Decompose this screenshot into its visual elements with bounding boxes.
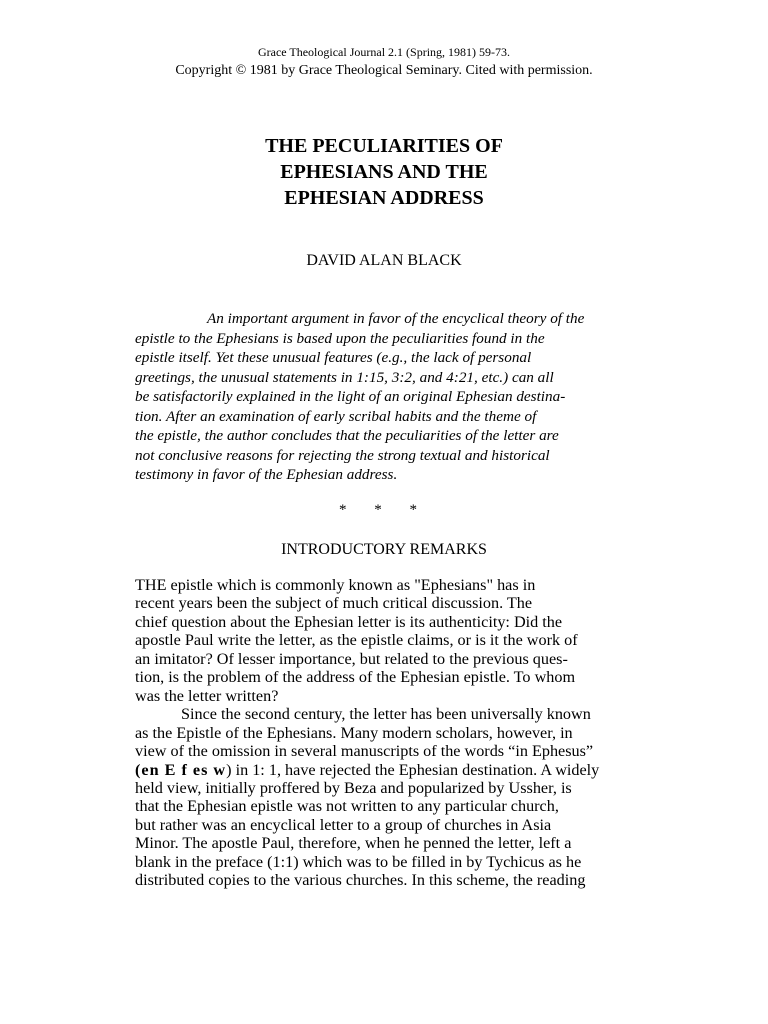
author-name: DAVID ALAN BLACK	[306, 252, 462, 269]
body-line: an imitator? Of lesser importance, but related to the previous ques-	[135, 649, 568, 668]
body-line: that the Ephesian epistle was not written to any particular church,	[135, 797, 559, 816]
body-line: recent years been the subject of much critical discussion. The	[135, 594, 533, 613]
body-line: was the letter written?	[135, 686, 279, 705]
abstract-line: An important argument in favor of the encyclical theory of the	[207, 310, 585, 327]
body-line: Minor. The apostle Paul, therefore, when he penned the letter, left a	[135, 834, 572, 853]
greek-phrase: (en E f es w	[135, 760, 227, 779]
body-line-greek	[135, 761, 605, 779]
title-line: EPHESIANS AND THE	[280, 161, 488, 183]
greek-line-rest: ) in 1: 1, have rejected the Ephesian destination. A widely	[226, 760, 600, 779]
body-line: but rather was an encyclical letter to a group of churches in Asia	[135, 815, 552, 834]
abstract-line: not conclusive reasons for rejecting the strong textual and historical	[135, 446, 550, 464]
body-text	[135, 576, 605, 890]
body-line: tion, is the problem of the address of the Ephesian epistle. To whom	[135, 668, 576, 687]
body-line: blank in the preface (1:1) which was to be filled in by Tychicus as he	[135, 852, 582, 871]
abstract-line: be satisfactorily explained in the light of an original Ephesian destina-	[135, 388, 566, 405]
title-line: EPHESIAN ADDRESS	[284, 187, 484, 209]
abstract	[135, 309, 605, 485]
abstract-line: epistle itself. Yet these unusual features (e.g., the lack of personal	[135, 349, 532, 366]
abstract-line: the epistle, the author concludes that the peculiarities of the letter are	[135, 427, 559, 444]
body-line: distributed copies to the various churches. In this scheme, the reading	[135, 871, 586, 890]
body-line: as the Epistle of the Ephesians. Many modern scholars, however, in	[135, 723, 573, 742]
section-heading: INTRODUCTORY REMARKS	[281, 541, 487, 558]
body-line: view of the omission in several manuscripts of the words “in Ephesus”	[135, 742, 594, 761]
body-line: Since the second century, the letter has been universally known	[181, 705, 591, 724]
abstract-line: tion. After an examination of early scribal habits and the theme of	[135, 407, 537, 425]
abstract-line: greetings, the unusual statements in 1:15, 3:2, and 4:21, etc.) can all	[135, 368, 554, 386]
body-line: apostle Paul write the letter, as the epistle claims, or is it the work of	[135, 631, 578, 650]
copyright-notice: Copyright © 1981 by Grace Theological Seminary. Cited with permission.	[175, 63, 593, 78]
title-line: THE PECULIARITIES OF	[265, 135, 503, 157]
body-line: held view, initially proffered by Beza and popularized by Ussher, is	[135, 778, 572, 797]
journal-citation: Grace Theological Journal 2.1 (Spring, 1981) 59-73.	[257, 45, 511, 59]
body-line: chief question about the Ephesian letter is its authenticity: Did the	[135, 612, 563, 631]
abstract-line: epistle to the Ephesians is based upon the peculiarities found in the	[135, 329, 545, 347]
body-line: THE epistle which is commonly known as "Ephesians" has in	[135, 576, 536, 594]
abstract-line: testimony in favor of the Ephesian address.	[135, 466, 398, 483]
article-title	[0, 133, 768, 211]
section-separator: * * *	[339, 502, 429, 518]
